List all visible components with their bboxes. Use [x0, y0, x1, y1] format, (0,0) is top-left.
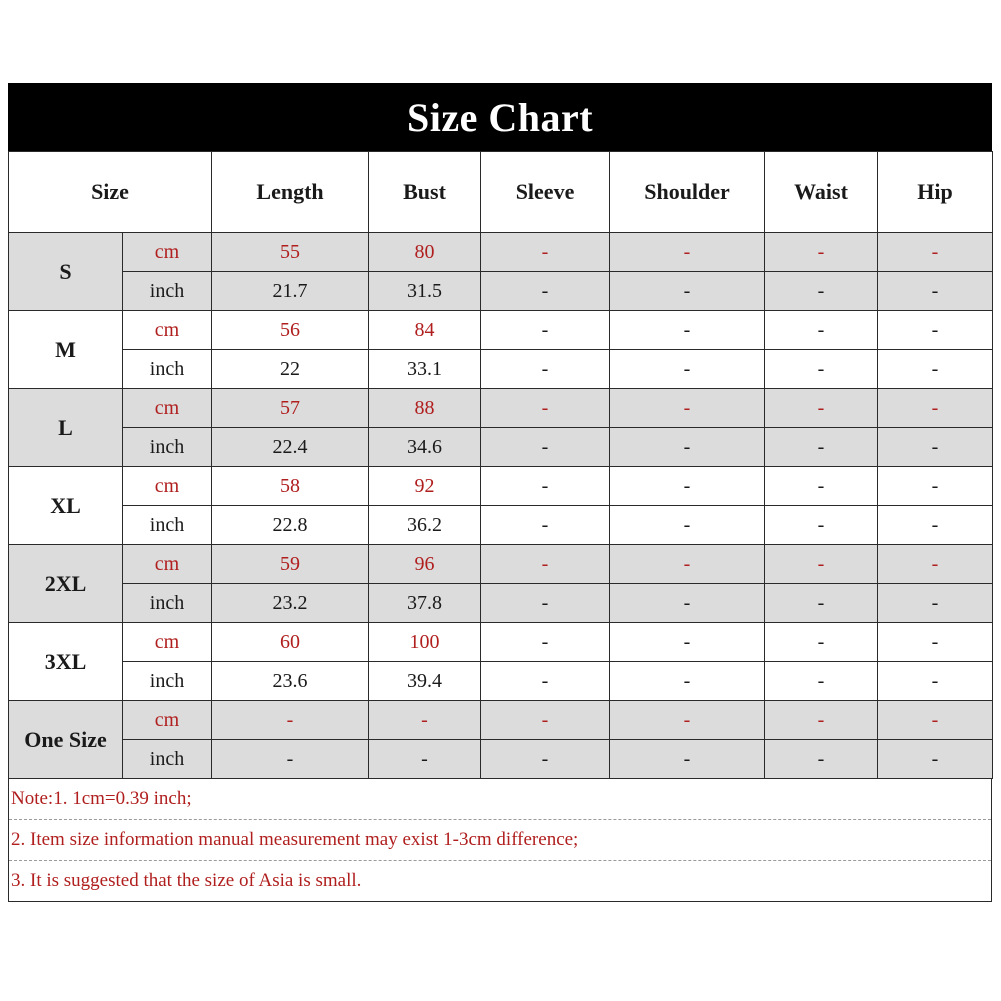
measurement-cell: - — [878, 467, 993, 506]
size-label: One Size — [9, 701, 123, 779]
unit-label: inch — [123, 584, 212, 623]
measurement-cell: - — [610, 623, 765, 662]
measurement-cell: - — [212, 701, 369, 740]
measurement-cell: 33.1 — [369, 350, 481, 389]
measurement-cell: - — [610, 545, 765, 584]
measurement-cell: - — [481, 428, 610, 467]
measurement-cell: - — [765, 350, 878, 389]
unit-label: inch — [123, 428, 212, 467]
size-label: L — [9, 389, 123, 467]
measurement-cell: - — [765, 272, 878, 311]
measurement-cell: - — [878, 545, 993, 584]
measurement-cell: - — [765, 428, 878, 467]
measurement-cell: - — [765, 233, 878, 272]
measurement-cell: - — [481, 350, 610, 389]
header-bust: Bust — [369, 152, 481, 233]
table-row — [9, 701, 993, 740]
measurement-cell: - — [610, 467, 765, 506]
measurement-cell: - — [765, 545, 878, 584]
measurement-cell: 88 — [369, 389, 481, 428]
measurement-cell: - — [610, 233, 765, 272]
measurement-cell: - — [481, 584, 610, 623]
unit-label: inch — [123, 662, 212, 701]
measurement-cell: - — [610, 350, 765, 389]
unit-label: cm — [123, 389, 212, 428]
table-row — [9, 623, 993, 662]
note-line-3: 3. It is suggested that the size of Asia is small. — [11, 870, 362, 891]
measurement-cell: 34.6 — [369, 428, 481, 467]
size-label: 3XL — [9, 623, 123, 701]
measurement-cell: - — [878, 740, 993, 779]
measurement-cell: - — [369, 701, 481, 740]
unit-label: inch — [123, 506, 212, 545]
measurement-cell: - — [878, 584, 993, 623]
table-row — [9, 350, 993, 389]
measurement-cell: - — [765, 662, 878, 701]
measurement-cell: 22 — [212, 350, 369, 389]
measurement-cell: - — [481, 506, 610, 545]
unit-label: inch — [123, 740, 212, 779]
measurement-cell: - — [765, 506, 878, 545]
note-line-1: Note:1. 1cm=0.39 inch; — [9, 779, 991, 820]
header-size: Size — [9, 152, 212, 233]
table-row — [9, 389, 993, 428]
size-label: S — [9, 233, 123, 311]
unit-label: cm — [123, 467, 212, 506]
table-row — [9, 662, 993, 701]
measurement-cell: 21.7 — [212, 272, 369, 311]
table-row — [9, 740, 993, 779]
measurement-cell: - — [481, 389, 610, 428]
measurement-cell: 37.8 — [369, 584, 481, 623]
notes-section — [8, 779, 992, 902]
unit-label: cm — [123, 623, 212, 662]
unit-label: cm — [123, 311, 212, 350]
measurement-cell: 56 — [212, 311, 369, 350]
size-label: M — [9, 311, 123, 389]
measurement-cell: - — [878, 623, 993, 662]
table-row — [9, 428, 993, 467]
measurement-cell: 59 — [212, 545, 369, 584]
measurement-cell: 22.8 — [212, 506, 369, 545]
measurement-cell: 23.6 — [212, 662, 369, 701]
measurement-cell: - — [878, 506, 993, 545]
note-line-2: 2. Item size information manual measurement may exist 1-3cm difference; — [9, 820, 991, 861]
measurement-cell: - — [481, 272, 610, 311]
measurement-cell: - — [610, 272, 765, 311]
unit-label: inch — [123, 272, 212, 311]
measurement-cell: - — [481, 740, 610, 779]
measurement-cell: - — [878, 272, 993, 311]
size-label: 2XL — [9, 545, 123, 623]
measurement-cell: 57 — [212, 389, 369, 428]
header-length: Length — [212, 152, 369, 233]
measurement-cell: - — [610, 311, 765, 350]
measurement-cell: 58 — [212, 467, 369, 506]
table-row — [9, 584, 993, 623]
measurement-cell: 60 — [212, 623, 369, 662]
measurement-cell: - — [610, 389, 765, 428]
size-label: XL — [9, 467, 123, 545]
header-shoulder: Shoulder — [610, 152, 765, 233]
header-waist: Waist — [765, 152, 878, 233]
header-hip: Hip — [878, 152, 993, 233]
size-chart-sheet — [8, 83, 992, 902]
header-sleeve: Sleeve — [481, 152, 610, 233]
measurement-cell: - — [765, 623, 878, 662]
measurement-cell: - — [610, 662, 765, 701]
measurement-cell: 84 — [369, 311, 481, 350]
measurement-cell: - — [369, 740, 481, 779]
size-table-body — [9, 233, 993, 779]
measurement-cell: - — [610, 740, 765, 779]
table-row — [9, 467, 993, 506]
unit-label: inch — [123, 350, 212, 389]
measurement-cell: - — [765, 740, 878, 779]
table-row — [9, 311, 993, 350]
measurement-cell: 100 — [369, 623, 481, 662]
measurement-cell: - — [878, 389, 993, 428]
measurement-cell: - — [878, 428, 993, 467]
measurement-cell: - — [610, 506, 765, 545]
table-row — [9, 545, 993, 584]
measurement-cell: - — [878, 701, 993, 740]
measurement-cell: - — [765, 311, 878, 350]
table-row — [9, 272, 993, 311]
measurement-cell: - — [481, 233, 610, 272]
measurement-cell: 55 — [212, 233, 369, 272]
measurement-cell: - — [481, 545, 610, 584]
table-row — [9, 506, 993, 545]
measurement-cell: 80 — [369, 233, 481, 272]
measurement-cell: 31.5 — [369, 272, 481, 311]
unit-label: cm — [123, 233, 212, 272]
unit-label: cm — [123, 545, 212, 584]
measurement-cell: - — [765, 389, 878, 428]
measurement-cell: 22.4 — [212, 428, 369, 467]
unit-label: cm — [123, 701, 212, 740]
measurement-cell: 96 — [369, 545, 481, 584]
header-row — [9, 152, 993, 233]
measurement-cell: - — [610, 584, 765, 623]
measurement-cell: - — [878, 311, 993, 350]
size-table — [8, 151, 993, 779]
measurement-cell: - — [765, 584, 878, 623]
measurement-cell: - — [212, 740, 369, 779]
measurement-cell: - — [878, 350, 993, 389]
measurement-cell: - — [765, 467, 878, 506]
measurement-cell: 92 — [369, 467, 481, 506]
measurement-cell: - — [878, 233, 993, 272]
measurement-cell: - — [481, 311, 610, 350]
measurement-cell: - — [610, 428, 765, 467]
measurement-cell: - — [765, 701, 878, 740]
measurement-cell: - — [481, 662, 610, 701]
measurement-cell: 36.2 — [369, 506, 481, 545]
measurement-cell: - — [481, 701, 610, 740]
measurement-cell: - — [878, 662, 993, 701]
size-chart-title: Size Chart — [8, 83, 992, 151]
table-row — [9, 233, 993, 272]
measurement-cell: 23.2 — [212, 584, 369, 623]
measurement-cell: - — [610, 701, 765, 740]
measurement-cell: 39.4 — [369, 662, 481, 701]
measurement-cell: - — [481, 467, 610, 506]
measurement-cell: - — [481, 623, 610, 662]
